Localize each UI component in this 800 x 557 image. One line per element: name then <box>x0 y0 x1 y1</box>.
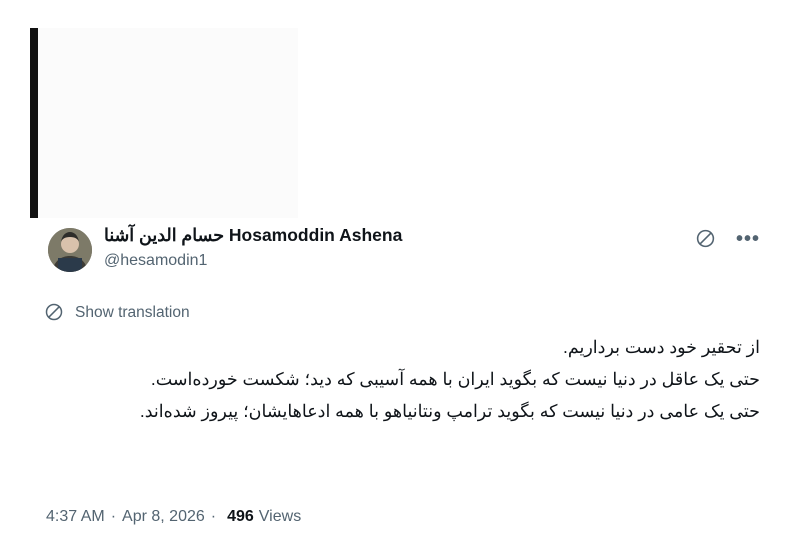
media-black-bar <box>30 28 38 218</box>
translate-icon[interactable] <box>695 228 716 249</box>
meta-separator: · <box>210 508 217 525</box>
tweet-text <box>44 332 760 428</box>
meta-separator: · <box>110 508 117 525</box>
views-count: 496 <box>227 508 254 525</box>
header-actions <box>695 228 760 249</box>
tweet-meta <box>46 508 301 526</box>
translate-icon <box>44 302 65 323</box>
tweet-media[interactable] <box>0 0 800 218</box>
more-options-button[interactable]: ••• <box>735 227 760 250</box>
tweet-time: 4:37 AM <box>46 508 105 525</box>
show-translation-button[interactable] <box>44 302 190 323</box>
author-info[interactable] <box>104 224 664 272</box>
media-photo-graphic <box>38 28 298 218</box>
show-translation-label: Show translation <box>75 303 190 321</box>
author-display-name: حسام الدین آشنا Hosamoddin Ashena <box>104 225 403 245</box>
tweet-line: از تحقیر خود دست برداریم. <box>562 337 760 357</box>
tweet-line: حتی یک عامی در دنیا نیست که بگوید ترامپ ونتانیاهو با همه ادعاهایشان؛ پیروز شده‌اند. <box>139 401 760 421</box>
avatar-image <box>48 228 92 272</box>
tweet-line: حتی یک عاقل در دنیا نیست که بگوید ایران با همه آسیبی که دید؛ شکست خورده‌است. <box>150 369 760 389</box>
views-label: Views <box>258 508 302 525</box>
author-handle: @hesamodin1 <box>104 252 208 269</box>
avatar[interactable] <box>48 228 92 272</box>
media-photo[interactable] <box>38 28 298 218</box>
tweet-date: Apr 8, 2026 <box>122 508 205 525</box>
